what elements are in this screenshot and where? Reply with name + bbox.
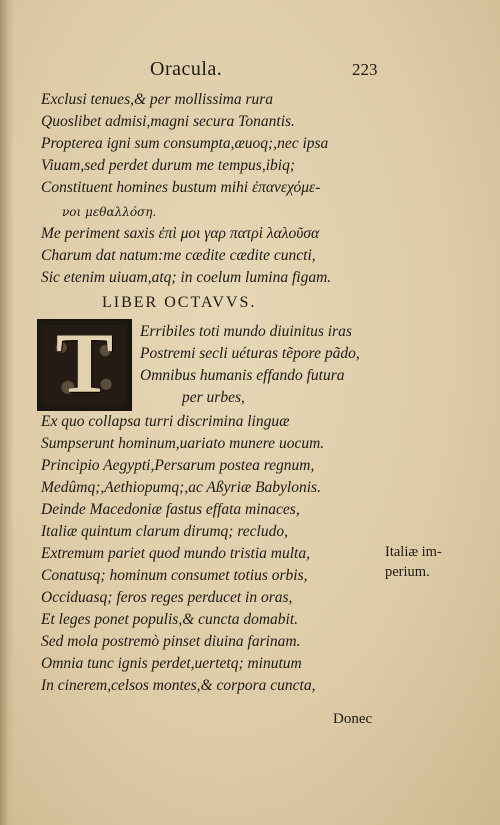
verse-line: Quoslibet admisi,magni secura Tonantis. (41, 113, 295, 130)
verse-line: Et leges ponet populis,& cuncta domabit. (41, 611, 299, 628)
verse-line: Propterea igni sum consumpta,æuoq;,nec ipsa (41, 135, 329, 152)
verse-line: Postremi secli uéturas tẽpore pãdo, (140, 345, 360, 362)
marginal-note-line: perium. (385, 564, 430, 580)
marginal-note (385, 542, 465, 582)
verse-line: Sic etenim uiuam,atq; in coelum lumina figam. (41, 269, 332, 286)
verse-line: Principio Aegypti,Persarum postea regnum, (41, 457, 315, 474)
verse-line: Me periment saxis ἐπὶ μοι γαρ πατρὶ λαλοῦσα (41, 225, 320, 242)
verse-line: Constituent homines bustum mihi ἐπανεχόμε- (41, 179, 321, 196)
verse-line: Deinde Macedoniæ fastus effata minaces, (41, 501, 300, 518)
verse-line-greek: νοι μεθαλλόση. (62, 205, 157, 219)
marginal-note-line: Italiæ im- (385, 544, 442, 560)
verse-line: Viuam,sed perdet durum me tempus,ibiq; (41, 157, 295, 174)
verse-line: Exclusi tenues,& per mollissima rura (41, 91, 274, 108)
decorated-initial (37, 315, 132, 411)
running-head: Oracula. (150, 58, 223, 80)
initial-letter: T (55, 315, 114, 411)
verse-line: Italiæ quintum clarum dirumq; recludo, (41, 523, 288, 540)
page-number: 223 (352, 60, 378, 79)
verse-line: Extremum pariet quod mundo tristia multa, (41, 545, 310, 562)
verse-line: In cinerem,celsos montes,& corpora cuncta, (41, 677, 316, 694)
book-heading: LIBER OCTAVVS. (102, 294, 257, 311)
verse-line: Erribiles toti mundo diuinitus iras (140, 323, 352, 340)
verse-line: Omnibus humanis effando futura (140, 367, 345, 384)
verse-line: Occiduasq; feros reges perducet in oras, (41, 589, 293, 606)
verse-line: Medûmq;,Aethiopumq;,ac Aßyriæ Babylonis. (41, 479, 321, 496)
verse-line: Sumpserunt hominum,uariato munere uocum. (41, 435, 325, 452)
verse-line: Sed mola postremò pinset diuina farinam. (41, 633, 301, 650)
verse-line: Charum dat natum:me cædite cædite cuncti, (41, 247, 316, 264)
verse-line: Conatusq; hominum consumet totius orbis, (41, 567, 308, 584)
verse-line: Ex quo collapsa turri discrimina linguæ (41, 413, 290, 430)
show-through-text (420, 92, 490, 116)
verse-line: per urbes, (182, 389, 245, 406)
catchword: Donec (333, 711, 373, 727)
page-edge-shadow (0, 0, 14, 825)
verse-line: Omnia tunc ignis perdet,uertetq; minutum (41, 655, 302, 672)
